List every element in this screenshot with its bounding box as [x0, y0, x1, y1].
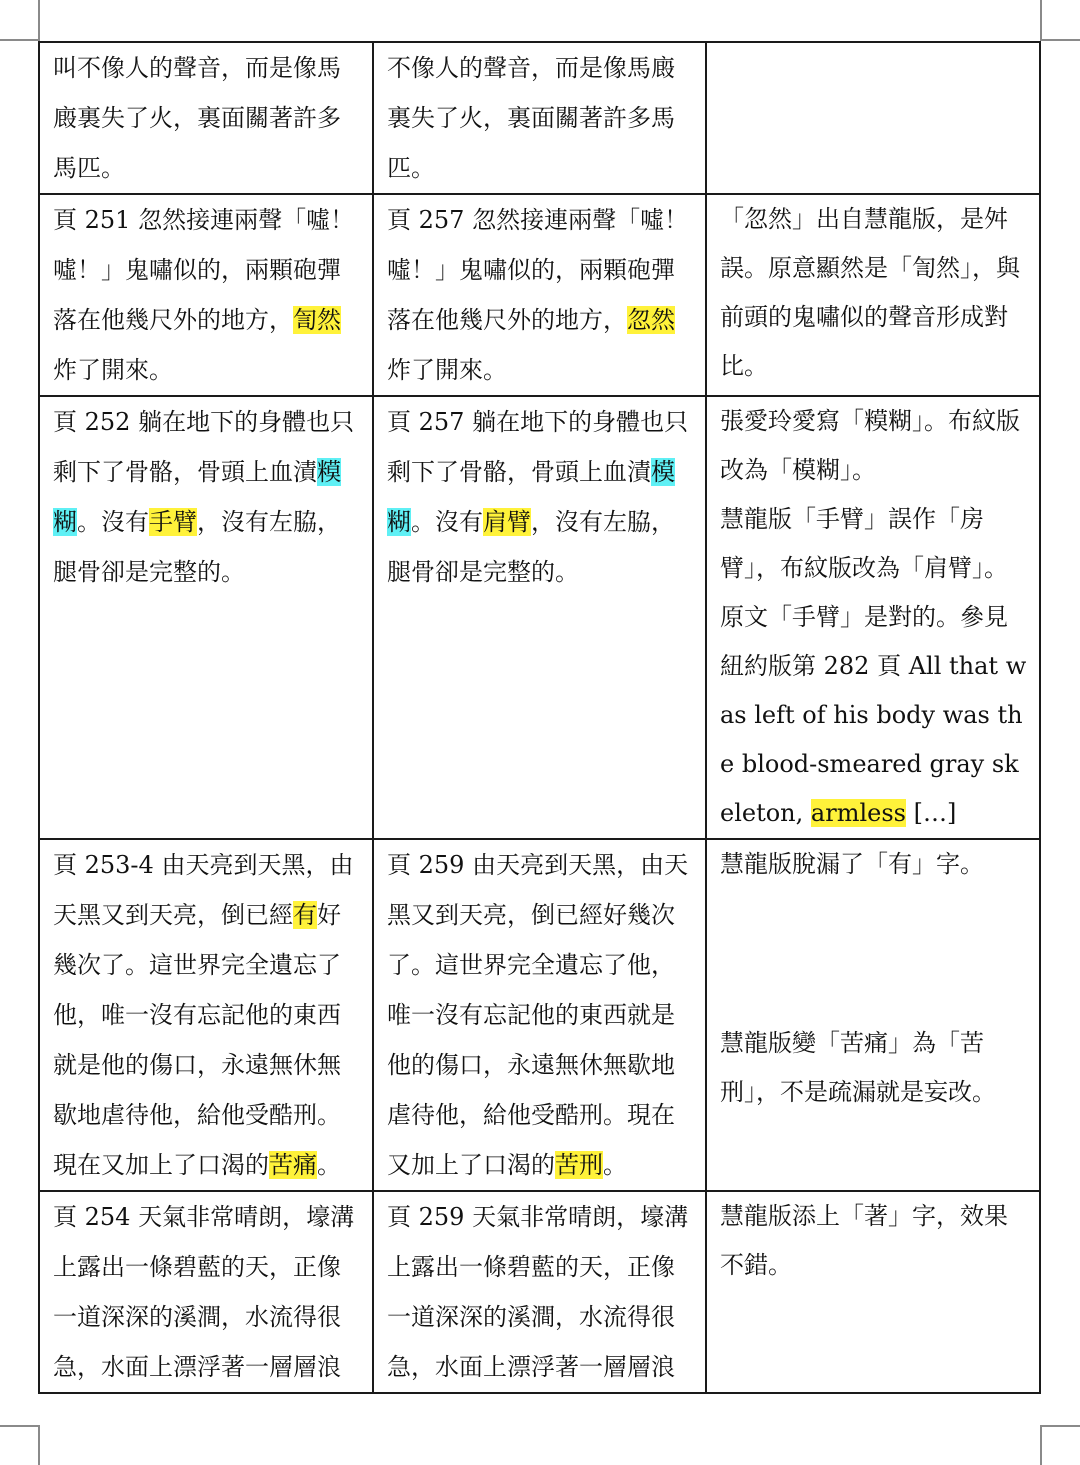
original-text-cell	[39, 194, 373, 396]
note-cell	[706, 396, 1040, 839]
original-text: 頁 251 忽然接連兩聲「噓！噓！」鬼嘯似的，兩顆砲彈落在他幾尺外的地方，訇然炸了開來。	[53, 206, 355, 384]
crop-mark-top-left-h	[0, 39, 40, 41]
note-cell	[706, 1191, 1040, 1393]
comparison-table	[38, 41, 1041, 1394]
revised-text: 不像人的聲音，而是像馬廄裏失了火，裏面關著許多馬匹。	[387, 54, 675, 182]
note-spacer	[720, 889, 1029, 1019]
note-text: 慧龍版變「苦痛」為「苦刑」，不是疏漏就是妄改。	[720, 1029, 996, 1106]
note-text: 慧龍版「手臂」誤作「房臂」，布紋版改為「肩臂」。原文「手臂」是對的。參見紐約版第 282 頁 All that was left of his body was the blood-smeared gray skeleton, armless […]	[720, 505, 1027, 827]
original-text: 頁 253-4 由天亮到天黑，由天黑又到天亮，倒已經有好幾次了。這世界完全遺忘了他，唯一沒有忘記他的東西就是他的傷口，永遠無休無歇地虐待他，給他受酷刑。現在又加上了口渴的苦痛。	[53, 851, 354, 1179]
highlight-yellow: 訇然	[293, 306, 341, 334]
crop-mark-bottom-left-v	[38, 1425, 40, 1465]
original-text-cell	[39, 1191, 373, 1393]
highlight-cyan: 模糊	[387, 458, 675, 536]
highlight-yellow: 苦痛	[269, 1151, 317, 1179]
original-text-cell	[39, 839, 373, 1191]
note-text: 慧龍版添上「著」字，效果不錯。	[720, 1202, 1008, 1279]
crop-mark-bottom-right-v	[1040, 1425, 1042, 1465]
table-row	[39, 396, 1040, 839]
highlight-yellow: 有	[293, 901, 317, 929]
highlight-yellow: armless	[810, 799, 906, 827]
revised-text-cell	[373, 1191, 706, 1393]
highlight-yellow: 肩臂	[483, 508, 531, 536]
note-cell	[706, 839, 1040, 1191]
note-text: 張愛玲愛寫「糢糊」。布紋版改為「模糊」。	[720, 407, 1020, 484]
revised-text: 頁 259 天氣非常晴朗，壕溝上露出一條碧藍的天，正像一道深深的溪澗，水流得很急，水面上漂浮著一層層浪	[387, 1203, 689, 1381]
table-row	[39, 1191, 1040, 1393]
crop-mark-top-right-v	[1040, 0, 1042, 40]
original-text: 頁 254 天氣非常晴朗，壕溝上露出一條碧藍的天，正像一道深深的溪澗，水流得很急，水面上漂浮著一層層浪	[53, 1203, 355, 1381]
note-cell	[706, 194, 1040, 396]
original-text-cell	[39, 42, 373, 194]
revised-text-cell	[373, 839, 706, 1191]
original-text-cell	[39, 396, 373, 839]
table-row	[39, 194, 1040, 396]
revised-text: 頁 257 忽然接連兩聲「噓！噓！」鬼嘯似的，兩顆砲彈落在他幾尺外的地方，忽然炸了開來。	[387, 206, 689, 384]
revised-text-cell	[373, 42, 706, 194]
highlight-yellow: 苦刑	[555, 1151, 603, 1179]
note-text: 慧龍版脫漏了「有」字。	[720, 850, 984, 878]
note-text: 「忽然」出自慧龍版，是舛誤。原意顯然是「訇然」，與前頭的鬼嘯似的聲音形成對比。	[720, 205, 1020, 380]
crop-mark-top-right-h	[1040, 39, 1080, 41]
highlight-yellow: 忽然	[627, 306, 675, 334]
revised-text-cell	[373, 396, 706, 839]
original-text: 叫不像人的聲音，而是像馬廄裏失了火，裏面關著許多馬匹。	[53, 54, 341, 182]
table-row	[39, 839, 1040, 1191]
original-text: 頁 252 躺在地下的身體也只剩下了骨骼，骨頭上血漬糢糊。沒有手臂，沒有左脇，腿骨卻是完整的。	[53, 408, 355, 586]
table-row	[39, 42, 1040, 194]
highlight-cyan: 糢糊	[53, 458, 341, 536]
revised-text: 頁 257 躺在地下的身體也只剩下了骨骼，骨頭上血漬模糊。沒有肩臂，沒有左脇，腿骨卻是完整的。	[387, 408, 689, 586]
crop-mark-top-left-v	[38, 0, 40, 40]
highlight-yellow: 手臂	[149, 508, 197, 536]
note-cell	[706, 42, 1040, 194]
crop-mark-bottom-right-h	[1040, 1425, 1080, 1427]
revised-text-cell	[373, 194, 706, 396]
crop-mark-bottom-left-h	[0, 1425, 40, 1427]
revised-text: 頁 259 由天亮到天黑，由天黑又到天亮，倒已經好幾次了。這世界完全遺忘了他，唯一沒有忘記他的東西就是他的傷口，永遠無休無歇地虐待他，給他受酷刑。現在又加上了口渴的苦刑。	[387, 851, 689, 1179]
